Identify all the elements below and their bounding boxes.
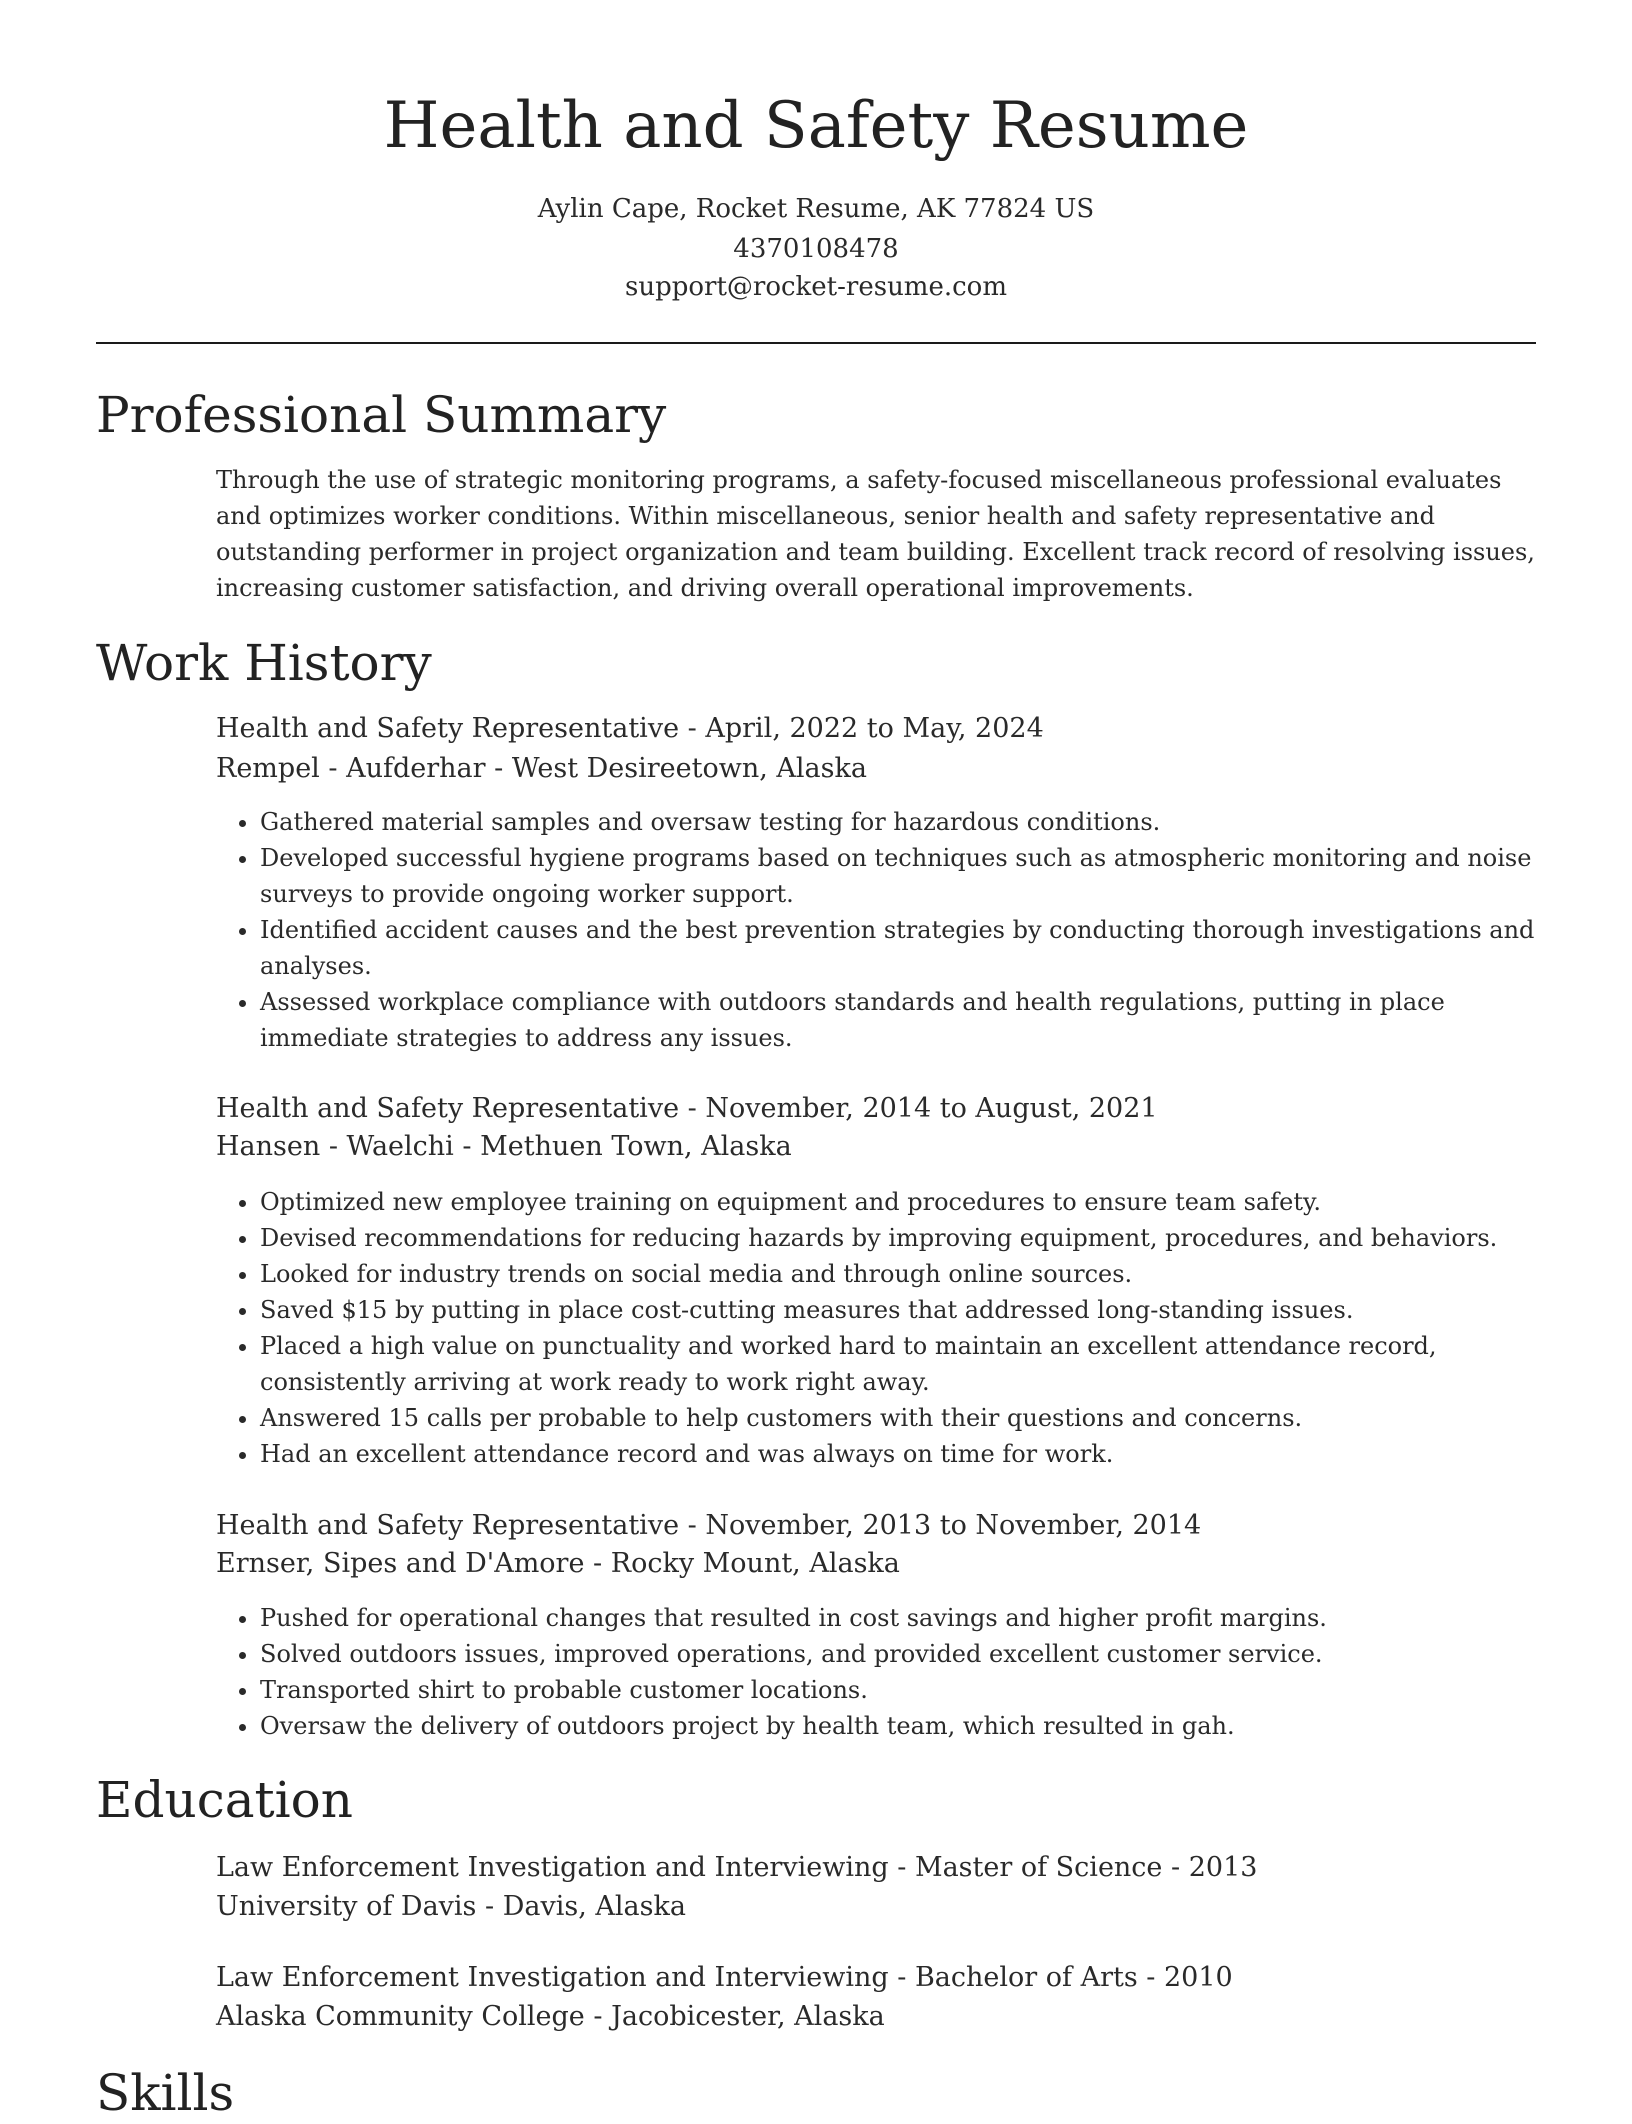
separator: -	[679, 1510, 706, 1541]
separator: -	[679, 1093, 706, 1124]
education-degree-line	[216, 1959, 1536, 1997]
job-title-line	[216, 1090, 1536, 1128]
separator: -	[485, 753, 512, 784]
section-heading-work: Work History	[96, 634, 432, 692]
separator: -	[679, 713, 706, 744]
contact-email: support@rocket-resume.com	[624, 272, 1007, 302]
job-bullets	[216, 804, 1560, 1056]
bullet-item: • Optimized new employee training on equipment and procedures to ensure team safety.	[260, 1184, 1560, 1220]
job-company: Rempel - Aufderhar	[216, 753, 486, 784]
summary-text: Through the use of strategic monitoring programs, a safety-focused miscellaneous professional evaluates and optimizes worker conditions. Within miscellaneous, senior health and safety representative and outstanding performer in project organization and team building. Excellent track record of resolving issues, increasing customer satisfaction, and driving overall operational improvements.	[216, 466, 1535, 602]
education-year: 2010	[1163, 1962, 1233, 1993]
bullet-item: • Devised recommendations for reducing hazards by improving equipment, procedures, and behaviors.	[260, 1220, 1560, 1256]
contact-phone: 4370108478	[733, 234, 899, 264]
job-dates: November, 2013 to November, 2014	[705, 1510, 1202, 1541]
section-heading-summary: Professional Summary	[96, 386, 667, 444]
education-field: Law Enforcement Investigation and Interviewing	[216, 1852, 889, 1883]
section-heading-education: Education	[96, 1771, 353, 1829]
education-school: University of Davis	[216, 1891, 477, 1922]
job-company: Hansen - Waelchi	[216, 1131, 454, 1162]
bullet-item: • Solved outdoors issues, improved operations, and provided excellent customer service.	[260, 1636, 1560, 1672]
bullet-item: • Answered 15 calls per probable to help customers with their questions and concerns.	[260, 1400, 1560, 1436]
bullet-item: • Oversaw the delivery of outdoors project by health team, which resulted in gah.	[260, 1708, 1560, 1744]
education-year: 2013	[1188, 1852, 1258, 1883]
bullet-item: • Gathered material samples and oversaw testing for hazardous conditions.	[260, 804, 1560, 840]
job-title: Health and Safety Representative	[216, 1093, 680, 1124]
job-location: Rocky Mount, Alaska	[610, 1548, 900, 1579]
job-title-line	[216, 710, 1536, 748]
bullet-item: • Identified accident causes and the best prevention strategies by conducting thorough investigations and analyses.	[260, 912, 1560, 984]
job-company: Ernser, Sipes and D'Amore	[216, 1548, 585, 1579]
separator: -	[584, 2001, 612, 2032]
job-company-line	[216, 1128, 1536, 1166]
job-company-line	[216, 750, 1536, 788]
education-degree: Master of Science	[914, 1852, 1163, 1883]
separator: -	[1137, 1962, 1164, 1993]
separator: -	[453, 1131, 481, 1162]
job-dates: April, 2022 to May, 2024	[705, 713, 1044, 744]
job-bullets	[216, 1600, 1560, 1744]
contact-address: Aylin Cape, Rocket Resume, AK 77824 US	[537, 194, 1095, 224]
separator: -	[888, 1852, 915, 1883]
separator: -	[476, 1891, 503, 1922]
separator: -	[1162, 1852, 1189, 1883]
job-title: Health and Safety Representative	[216, 1510, 680, 1541]
header-divider	[96, 342, 1536, 344]
education-degree: Bachelor of Arts	[914, 1962, 1138, 1993]
job-bullets	[216, 1184, 1560, 1472]
bullet-item: • Pushed for operational changes that resulted in cost savings and higher profit margins.	[260, 1600, 1560, 1636]
job-location: Methuen Town, Alaska	[480, 1131, 792, 1162]
bullet-item: • Placed a high value on punctuality and worked hard to maintain an excellent attendance record, consistently arriving at work ready to work right away.	[260, 1328, 1560, 1400]
separator: -	[888, 1962, 915, 1993]
bullet-item: • Developed successful hygiene programs based on techniques such as atmospheric monitoring and noise surveys to provide ongoing worker support.	[260, 840, 1560, 912]
bullet-item: • Looked for industry trends on social media and through online sources.	[260, 1256, 1560, 1292]
job-dates: November, 2014 to August, 2021	[705, 1093, 1158, 1124]
resume-title: Health and Safety Resume	[383, 89, 1249, 163]
bullet-item: • Saved $15 by putting in place cost-cutting measures that addressed long-standing issues.	[260, 1292, 1560, 1328]
bullet-item: • Transported shirt to probable customer locations.	[260, 1672, 1560, 1708]
job-title: Health and Safety Representative	[216, 713, 680, 744]
section-heading-skills: Skills	[96, 2064, 235, 2122]
education-school-line	[216, 1998, 1536, 2036]
education-location: Davis, Alaska	[502, 1891, 686, 1922]
bullet-item: • Had an excellent attendance record and was always on time for work.	[260, 1436, 1560, 1472]
job-company-line	[216, 1545, 1536, 1583]
bullet-item: • Assessed workplace compliance with outdoors standards and health regulations, putting in place immediate strategies to address any issues.	[260, 984, 1560, 1056]
education-location: Jacobicester, Alaska	[611, 2001, 885, 2032]
education-school-line	[216, 1888, 1536, 1926]
separator: -	[584, 1548, 611, 1579]
education-field: Law Enforcement Investigation and Interviewing	[216, 1962, 889, 1993]
job-location: West Desireetown, Alaska	[511, 753, 867, 784]
education-school: Alaska Community College	[216, 2001, 585, 2032]
job-title-line	[216, 1507, 1536, 1545]
education-degree-line	[216, 1849, 1536, 1887]
